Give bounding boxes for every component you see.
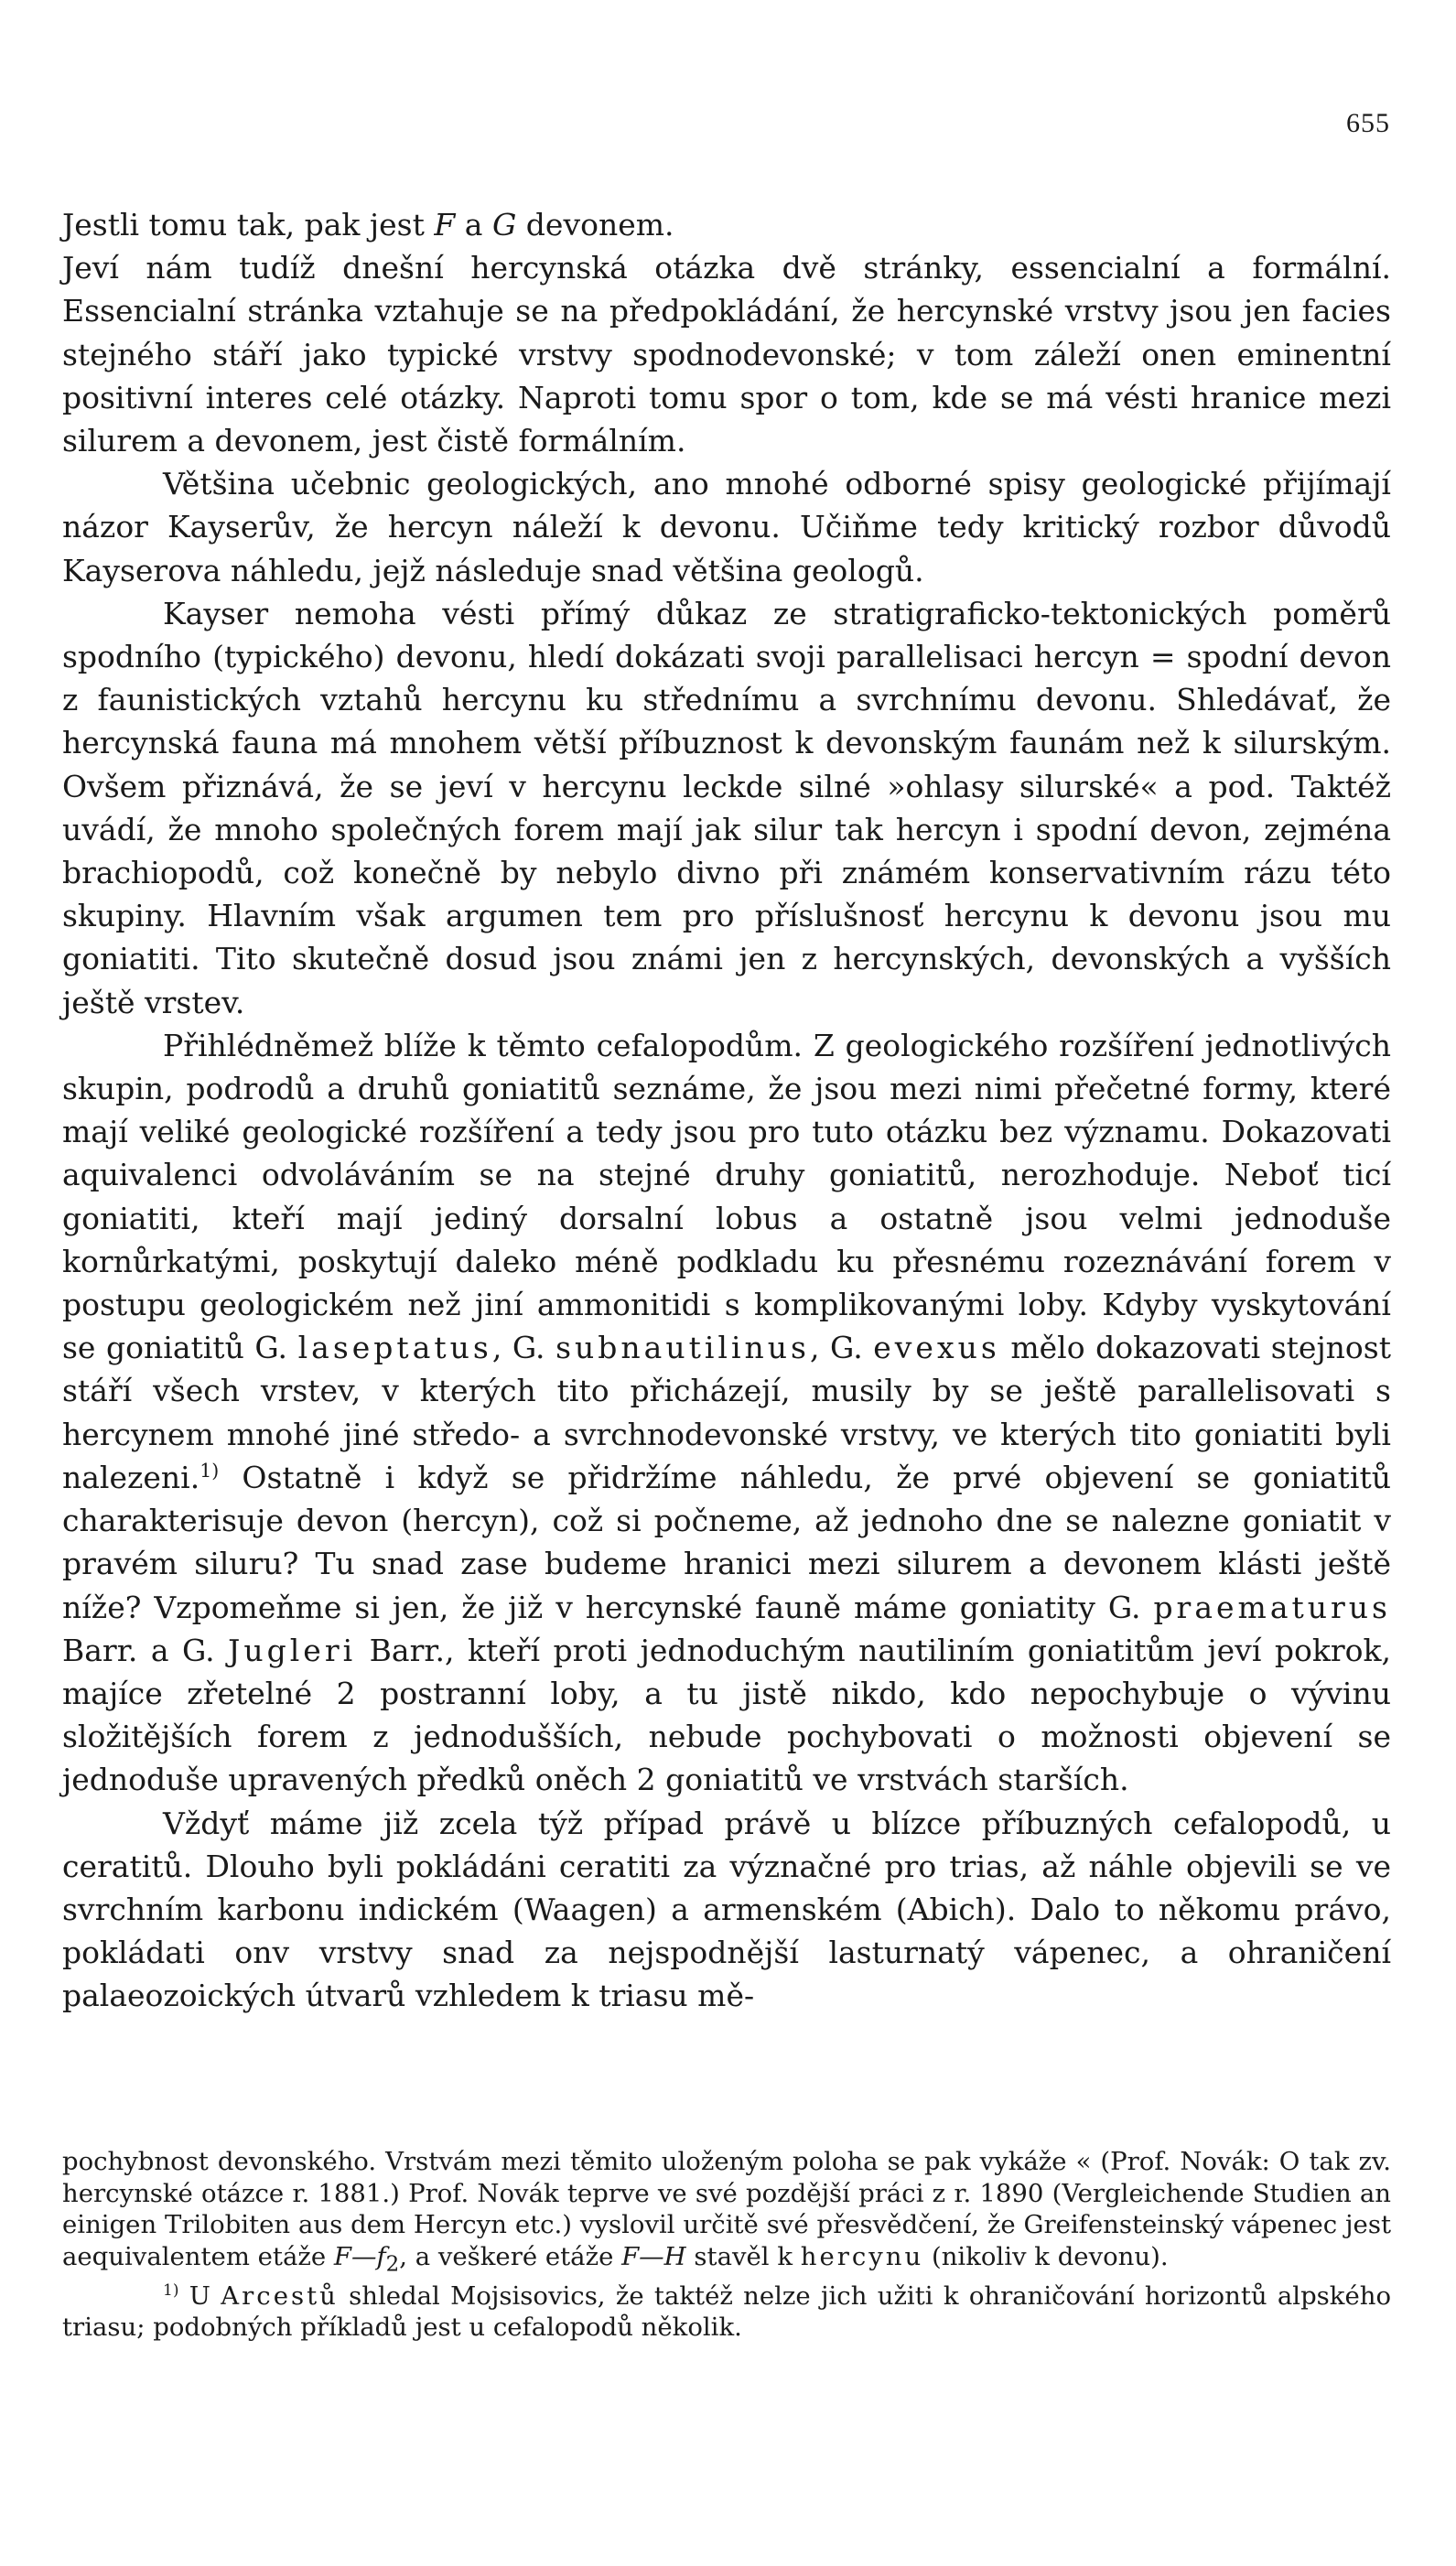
- text-run: (nikoliv k devonu).: [923, 2241, 1169, 2271]
- spaced-run: praematurus: [1153, 1589, 1391, 1625]
- spaced-run: Jugleri: [228, 1632, 357, 1668]
- text-run: Barr. a G.: [62, 1632, 229, 1668]
- text-run: , a veškeré etáže: [399, 2241, 622, 2271]
- text-run: U: [178, 2280, 221, 2311]
- text-run: Přihlédněmež blíže k těmto cefalopodům. Z geologického rozšíření jednotlivých skupin, podrodů a druhů goniatitů seznáme, že jsou mezi nimi přečetné formy, které mají veliké geologické rozšíření a tedy jsou pro tuto otázku bez významu. Dokazovati aquivalenci odvoláváním se na stejné druhy goniatitů, nerozhoduje. Neboť ticí goniatiti, kteří mají jediný dorsalní lobus a ostatně jsou velmi jednoduše kornůrkatými, poskytují daleko méně podkladu ku přesnému rozeznávání forem v postupu geologickém než jiní ammonitidi s komplikovanými loby. Kdyby vyskytování se goniatitů G.: [62, 1027, 1391, 1366]
- text-run: pochybnost devonského. Vrstvám mezi těmito uloženým poloha se pak vykáže « (Prof. Novák: O tak zv. hercynské otázce r. 1881.) Prof. Novák teprve ve své pozdější práci z r. 1890 (Vergleichende Studien an einigen Trilobiten aus dem Hercyn etc.) vyslovil určitě své přesvědčení, že Greifensteinský vápenec jest aequivalentem etáže: [62, 2147, 1391, 2271]
- italic-run: F—f: [333, 2241, 386, 2271]
- text-run: a: [455, 207, 492, 243]
- paragraph-1: [62, 203, 1391, 246]
- text-run: shledal Mojsisovics, že taktéž nelze jich užiti k ohraničování horizontů alpského triasu; podobných příkladů jest u cefalopodů několik.: [62, 2280, 1391, 2343]
- main-text: [62, 203, 1391, 2018]
- text-run: Barr., kteří proti jednoduchým nautiliním goniatitům jeví pokrok, majíce zřetelné 2 postranní loby, a tu jistě nikdo, kdo nepochybuje o vývinu složitějších forem z jednodušších, nebude pochybovati o možnosti objevení se jednoduše upravených předků oněch 2 goniatitů ve vrstvách starších.: [62, 1632, 1391, 1798]
- spaced-run: evexus: [873, 1330, 1000, 1366]
- footnote-mark: 1): [200, 1459, 220, 1482]
- footnote-continuation: [62, 2146, 1391, 2280]
- italic-run: F—H: [621, 2241, 686, 2271]
- paragraph-2: [62, 246, 1391, 462]
- footnotes: [62, 2146, 1391, 2344]
- spaced-run: subnautilinus: [555, 1330, 810, 1366]
- italic-run: G: [491, 207, 517, 243]
- footnote-1: [62, 2280, 1391, 2344]
- text-run: Většina učebnic geologických, ano mnohé odborné spisy geologické přijímají názor Kayserův, že hercyn náleží k devonu. Učiňme tedy kritický rozbor důvodů Kayserova náhledu, jejž následuje snad většina geologů.: [62, 466, 1391, 588]
- text-run: Ostatně i když se přidržíme náhledu, že prvé objevení se goniatitů charakterisuje devon (hercyn), což si počneme, až jednoho dne se nalezne goniatit v pravém siluru? Tu snad zase budeme hranici mezi silurem a devonem klásti ještě níže? Vzpomeňme si jen, že již v hercynské fauně máme goniatity G.: [62, 1459, 1391, 1625]
- text-run: Vždyť máme již zcela týž případ právě u blízce příbuzných cefalopodů, u ceratitů. Dlouho byli pokládáni ceratiti za význačné pro trias, až náhle objevili se ve svrchním karbonu indickém (Waagen) a armenském (Abich). Dalo to někomu právo, pokládati onv vrstvy snad za nejspodnější lasturnatý vápenec, a ohraničení palaeozoických útvarů vzhledem k triasu mě-: [62, 1805, 1391, 2014]
- paragraph-5: [62, 1024, 1391, 1802]
- paragraph-6: [62, 1802, 1391, 2018]
- subscript-run: 2: [385, 2252, 400, 2277]
- italic-run: F: [434, 207, 456, 243]
- text-run: mělo dokazovati stejnost stáří všech vrstev, v kterých tito přicházejí, musily by se ještě parallelisovati s hercynem mnohé jiné středo- a svrchnodevonské vrstvy, ve kterých tito goniatiti byli nalezeni.: [62, 1330, 1391, 1495]
- spaced-run: hercynu: [800, 2241, 924, 2271]
- text-run: , G.: [491, 1330, 556, 1366]
- paragraph-4: [62, 592, 1391, 1024]
- text-run: , G.: [809, 1330, 874, 1366]
- paragraph-3: [62, 462, 1391, 592]
- page-number: 655: [1346, 108, 1390, 138]
- text-run: stavěl k: [685, 2241, 801, 2271]
- spaced-run: Arcestů: [221, 2280, 339, 2311]
- text-run: Jestli tomu tak, pak jest: [62, 207, 435, 243]
- text-run: Kayser nemoha vésti přímý důkaz ze stratigraficko-tektonických poměrů spodního (typického) devonu, hledí dokázati svoji parallelisaci hercyn = spodní devon z faunistických vztahů hercynu ku střednímu a svrchnímu devonu. Shledávať, že hercynská fauna má mnohem větší příbuznost k devonským faunám než k silurským. Ovšem přiznává, že se jeví v hercynu leckde silné »ohlasy silurské« a pod. Taktéž uvádí, že mnoho společných forem mají jak silur tak hercyn i spodní devon, zejména brachiopodů, což konečně by nebylo divno při známém konservativním rázu této skupiny. Hlavním však argumen tem pro příslušnosť hercynu k devonu jsou mu goniatiti. Tito skutečně dosud jsou známi jen z hercynských, devonských a vyšších ještě vrstev.: [62, 595, 1391, 1020]
- spaced-run: laseptatus: [297, 1330, 492, 1366]
- text-run: Jeví nám tudíž dnešní hercynská otázka dvě stránky, essencialní a formální. Essencialní stránka vztahuje se na předpokládání, že hercynské vrstvy jsou jen facies stejného stáří jako typické vrstvy spodnodevonské; v tom záleží onen eminentní positivní interes celé otázky. Naproti tomu spor o tom, kde se má vésti hranice mezi silurem a devonem, jest čistě formálním.: [62, 250, 1391, 459]
- footnote-mark: 1): [163, 2280, 179, 2300]
- text-run: devonem.: [516, 207, 674, 243]
